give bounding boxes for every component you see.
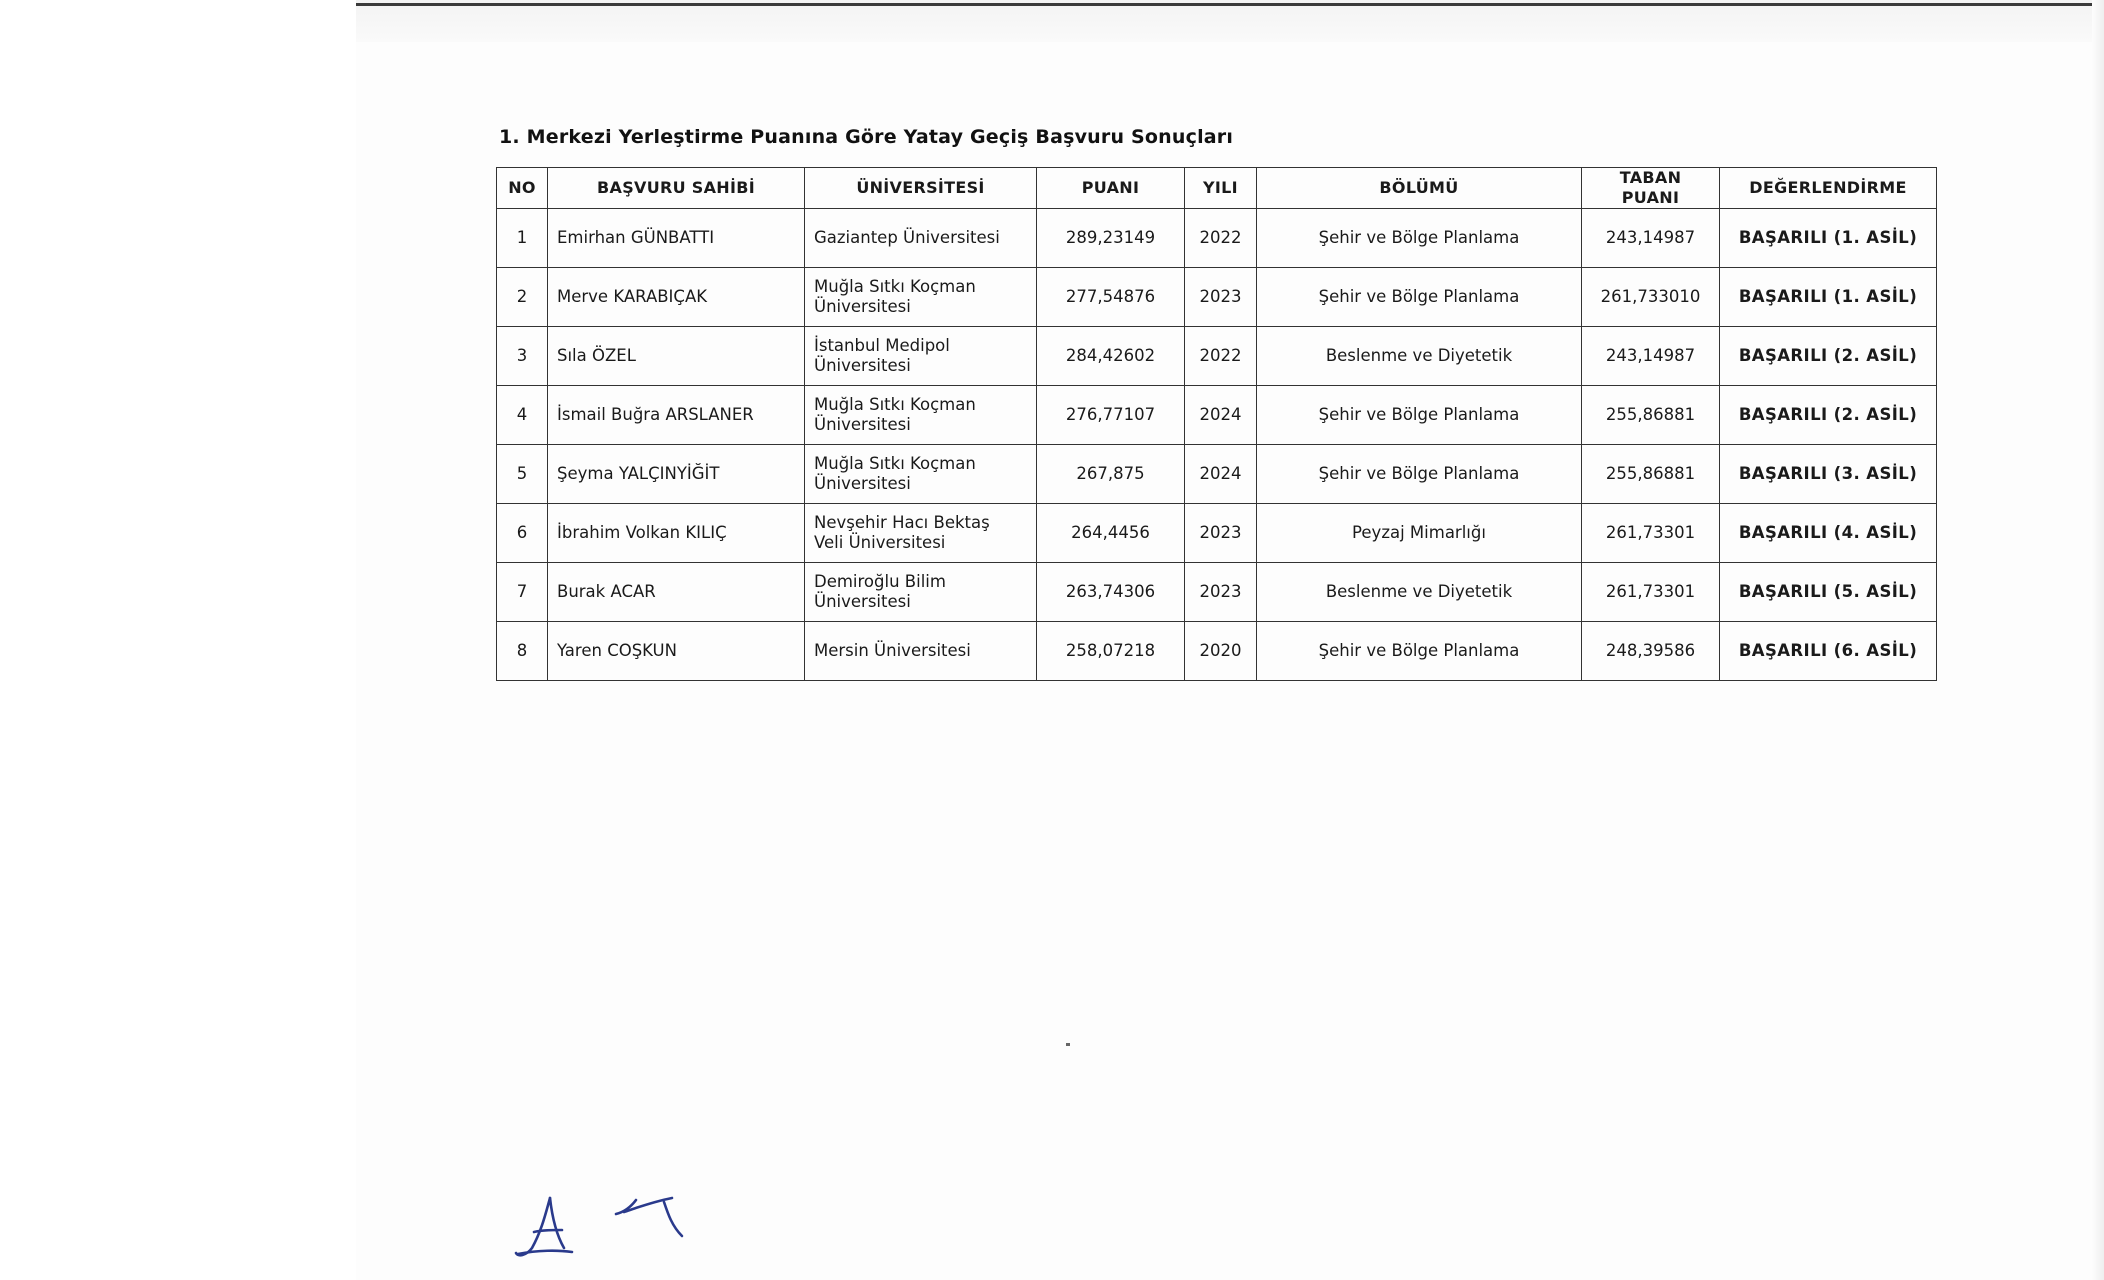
cell-year: 2022 xyxy=(1185,209,1257,268)
university-line2: Üniversitesi xyxy=(814,592,911,611)
cell-base-score: 255,86881 xyxy=(1582,386,1720,445)
table-row xyxy=(497,622,1937,681)
cell-university xyxy=(805,268,1037,327)
cell-base-score: 248,39586 xyxy=(1582,622,1720,681)
table-row xyxy=(497,209,1937,268)
table-row xyxy=(497,268,1937,327)
cell-evaluation: BAŞARILI (1. ASİL) xyxy=(1720,209,1937,268)
cell-base-score: 255,86881 xyxy=(1582,445,1720,504)
table-row xyxy=(497,386,1937,445)
cell-applicant: Şeyma YALÇINYİĞİT xyxy=(548,445,805,504)
page-edge-shadow xyxy=(2092,0,2104,1280)
cell-base-score: 243,14987 xyxy=(1582,327,1720,386)
cell-evaluation: BAŞARILI (1. ASİL) xyxy=(1720,268,1937,327)
cell-score: 276,77107 xyxy=(1037,386,1185,445)
cell-no: 2 xyxy=(497,268,548,327)
scan-top-band xyxy=(356,0,2104,42)
cell-score: 289,23149 xyxy=(1037,209,1185,268)
university-line1: Mersin Üniversitesi xyxy=(814,641,971,660)
cell-year: 2022 xyxy=(1185,327,1257,386)
cell-department: Beslenme ve Diyetetik xyxy=(1257,563,1582,622)
cell-score: 264,4456 xyxy=(1037,504,1185,563)
cell-base-score: 243,14987 xyxy=(1582,209,1720,268)
handwritten-signature-icon xyxy=(512,1190,702,1260)
university-line1: Nevşehir Hacı Bektaş xyxy=(814,513,990,532)
cell-score: 277,54876 xyxy=(1037,268,1185,327)
top-rule xyxy=(356,3,2104,6)
header-no: NO xyxy=(497,168,548,209)
header-score: PUANI xyxy=(1037,168,1185,209)
header-base-score-line2: PUANI xyxy=(1621,188,1680,207)
cell-evaluation: BAŞARILI (2. ASİL) xyxy=(1720,327,1937,386)
cell-no: 7 xyxy=(497,563,548,622)
cell-score: 263,74306 xyxy=(1037,563,1185,622)
header-university: ÜNİVERSİTESİ xyxy=(805,168,1037,209)
header-year: YILI xyxy=(1185,168,1257,209)
cell-year: 2023 xyxy=(1185,563,1257,622)
cell-year: 2023 xyxy=(1185,504,1257,563)
cell-applicant: Merve KARABIÇAK xyxy=(548,268,805,327)
table-header-row xyxy=(497,168,1937,209)
cell-university xyxy=(805,209,1037,268)
cell-university xyxy=(805,327,1037,386)
cell-applicant: Sıla ÖZEL xyxy=(548,327,805,386)
cell-applicant: Yaren COŞKUN xyxy=(548,622,805,681)
cell-department: Peyzaj Mimarlığı xyxy=(1257,504,1582,563)
table-row xyxy=(497,327,1937,386)
university-line2: Üniversitesi xyxy=(814,415,911,434)
cell-no: 1 xyxy=(497,209,548,268)
cell-year: 2020 xyxy=(1185,622,1257,681)
cell-department: Şehir ve Bölge Planlama xyxy=(1257,209,1582,268)
cell-evaluation: BAŞARILI (5. ASİL) xyxy=(1720,563,1937,622)
cell-university xyxy=(805,445,1037,504)
university-line1: Demiroğlu Bilim xyxy=(814,572,946,591)
cell-no: 4 xyxy=(497,386,548,445)
results-table xyxy=(496,167,1937,681)
cell-base-score: 261,733010 xyxy=(1582,268,1720,327)
cell-university xyxy=(805,504,1037,563)
cell-base-score: 261,73301 xyxy=(1582,563,1720,622)
header-base-score xyxy=(1582,168,1720,209)
header-base-score-line1: TABAN xyxy=(1619,168,1682,187)
cell-evaluation: BAŞARILI (6. ASİL) xyxy=(1720,622,1937,681)
university-line2: Üniversitesi xyxy=(814,356,911,375)
cell-no: 8 xyxy=(497,622,548,681)
table-row xyxy=(497,445,1937,504)
university-line2: Üniversitesi xyxy=(814,297,911,316)
cell-applicant: Burak ACAR xyxy=(548,563,805,622)
university-line2: Veli Üniversitesi xyxy=(814,533,946,552)
section-title: 1. Merkezi Yerleştirme Puanına Göre Yatay Geçiş Başvuru Sonuçları xyxy=(499,126,1234,148)
cell-university xyxy=(805,386,1037,445)
cell-no: 3 xyxy=(497,327,548,386)
cell-university xyxy=(805,563,1037,622)
cell-no: 5 xyxy=(497,445,548,504)
cell-year: 2024 xyxy=(1185,445,1257,504)
table-row xyxy=(497,563,1937,622)
cell-university xyxy=(805,622,1037,681)
cell-year: 2024 xyxy=(1185,386,1257,445)
cell-department: Şehir ve Bölge Planlama xyxy=(1257,622,1582,681)
university-line1: Muğla Sıtkı Koçman xyxy=(814,454,976,473)
cell-evaluation: BAŞARILI (3. ASİL) xyxy=(1720,445,1937,504)
cell-department: Şehir ve Bölge Planlama xyxy=(1257,268,1582,327)
cell-base-score: 261,73301 xyxy=(1582,504,1720,563)
university-line2: Üniversitesi xyxy=(814,474,911,493)
scan-speck xyxy=(1066,1043,1070,1046)
university-line1: Gaziantep Üniversitesi xyxy=(814,228,1000,247)
cell-evaluation: BAŞARILI (2. ASİL) xyxy=(1720,386,1937,445)
university-line1: Muğla Sıtkı Koçman xyxy=(814,277,976,296)
cell-department: Şehir ve Bölge Planlama xyxy=(1257,386,1582,445)
cell-applicant: Emirhan GÜNBATTI xyxy=(548,209,805,268)
table-row xyxy=(497,504,1937,563)
university-line1: İstanbul Medipol xyxy=(814,336,950,355)
cell-score: 284,42602 xyxy=(1037,327,1185,386)
cell-no: 6 xyxy=(497,504,548,563)
cell-applicant: İsmail Buğra ARSLANER xyxy=(548,386,805,445)
cell-department: Beslenme ve Diyetetik xyxy=(1257,327,1582,386)
cell-year: 2023 xyxy=(1185,268,1257,327)
header-department: BÖLÜMÜ xyxy=(1257,168,1582,209)
cell-applicant: İbrahim Volkan KILIÇ xyxy=(548,504,805,563)
university-line1: Muğla Sıtkı Koçman xyxy=(814,395,976,414)
cell-department: Şehir ve Bölge Planlama xyxy=(1257,445,1582,504)
cell-score: 267,875 xyxy=(1037,445,1185,504)
cell-score: 258,07218 xyxy=(1037,622,1185,681)
cell-evaluation: BAŞARILI (4. ASİL) xyxy=(1720,504,1937,563)
header-evaluation: DEĞERLENDİRME xyxy=(1720,168,1937,209)
header-applicant: BAŞVURU SAHİBİ xyxy=(548,168,805,209)
